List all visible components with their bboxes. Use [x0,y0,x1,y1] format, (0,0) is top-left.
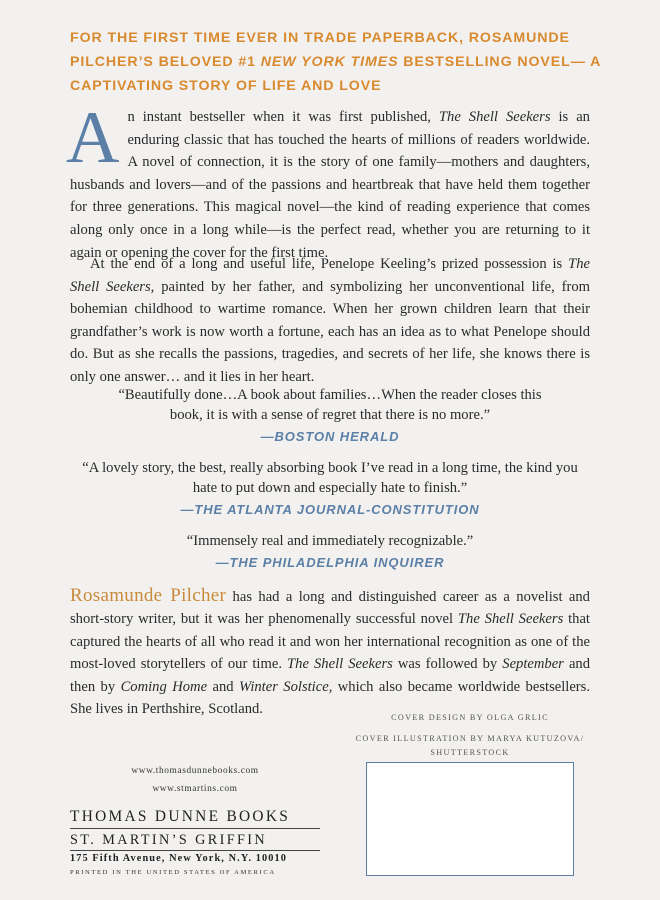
divider [70,850,320,851]
bio-text: and [207,678,239,695]
url-thomasdunne: www.thomasdunnebooks.com [131,766,259,776]
book-title: The Shell Seekers, [70,256,590,295]
bio-text: has had a long and distinguished career as a novelist and short-story writer, but it was her phenomenally successful novel [70,589,590,628]
publisher-name: ST. MARTIN’S GRIFFIN [70,832,268,848]
book-title: Coming Home [120,678,208,695]
review-quote-atlanta [70,458,590,520]
summary-text: is an enduring classic that has touched the hearts of millions of readers worldwide. A novel of connection, it is the story of one family—mothers and daughters, husbands and lovers—and of the passions and heartbreak that have held them together for three generations. This magical novel—the kind of reading experience that comes along only once in a long while—is the perfect read, whether you are returning to it again or opening the cover for the first time. [70,109,590,261]
book-title: Winter Solstice, [238,678,333,695]
url-stmartins: www.stmartins.com [152,784,238,794]
summary-paragraph-2 [70,253,590,389]
publisher-address: 175 Fifth Avenue, New York, N.Y. 10010 [70,853,288,864]
cover-design-credit: COVER DESIGN BY OLGA GRLIC [391,713,549,722]
illustration-credit-line: SHUTTERSTOCK [430,748,510,757]
quote-text: “Beautifully done…A book about families…When the reader closes this book, it is with a sense of regret that there is no more.” [118,387,542,423]
headline-text: FOR THE FIRST TIME EVER IN TRADE PAPERBACK, ROSAMUNDE PILCHER’S BELOVED #1 [70,30,570,70]
quote-text: “A lovely story, the best, really absorbing book I’ve read in a long time, the kind you hate to put down and especially hate to finish.” [82,460,578,496]
bio-text: that captured the hearts of all who read it and won her international recognition as one of the most-loved storytellers of our time. [70,611,590,673]
bio-text: was followed by [392,656,503,673]
drop-cap: A [66,97,120,179]
book-title: The Shell Seekers [438,109,551,125]
imprint-name: THOMAS DUNNE BOOKS [70,808,291,825]
author-name: Rosamunde Pilcher [70,585,227,606]
quote-attribution: —BOSTON HERALD [260,429,400,444]
barcode-box [366,762,574,876]
divider [70,828,320,829]
quote-attribution: —THE ATLANTA JOURNAL-CONSTITUTION [180,502,480,517]
summary-text: n instant bestseller when it was first published, [127,109,439,125]
publisher-urls [110,762,280,798]
quote-text: “Immensely real and immediately recognizable.” [186,533,474,549]
headline [70,26,630,98]
bio-text: and then by [70,656,591,695]
summary-paragraph-1 [66,97,590,264]
headline-text-end: BESTSELLING NOVEL— A CAPTIVATING STORY OF LIFE AND LOVE [70,54,601,94]
summary-text: painted by her father, and symbolizing her unconventional life, from bohemian childhood to wartime romance. When her grown children learn that their grandfather’s work is now worth a fortune, each has an idea as to what Penelope should do. But as she recalls the passions, tragedies, and secrets of her life, she knows there is only one answer… and it lies in her heart. [70,278,590,385]
author-bio [70,585,590,720]
review-quote-boston [70,385,590,447]
illustration-credit-line: COVER ILLUSTRATION BY MARYA KUTUZOVA/ [355,734,585,743]
quote-attribution: —THE PHILADELPHIA INQUIRER [215,555,445,570]
book-title: The Shell Seekers [287,656,393,673]
headline-italic: NEW YORK TIMES [260,54,399,70]
review-quote-philadelphia [70,531,590,573]
bio-text: which also became worldwide bestsellers. She lives in Perthshire, Scotland. [70,678,590,718]
cover-illustration-credit [340,732,600,760]
summary-text: At the end of a long and useful life, Penelope Keeling’s prized possession is [90,256,569,272]
book-title: September [502,656,564,673]
printed-in: PRINTED IN THE UNITED STATES OF AMERICA [70,869,276,876]
book-title: The Shell Seekers [457,611,564,628]
